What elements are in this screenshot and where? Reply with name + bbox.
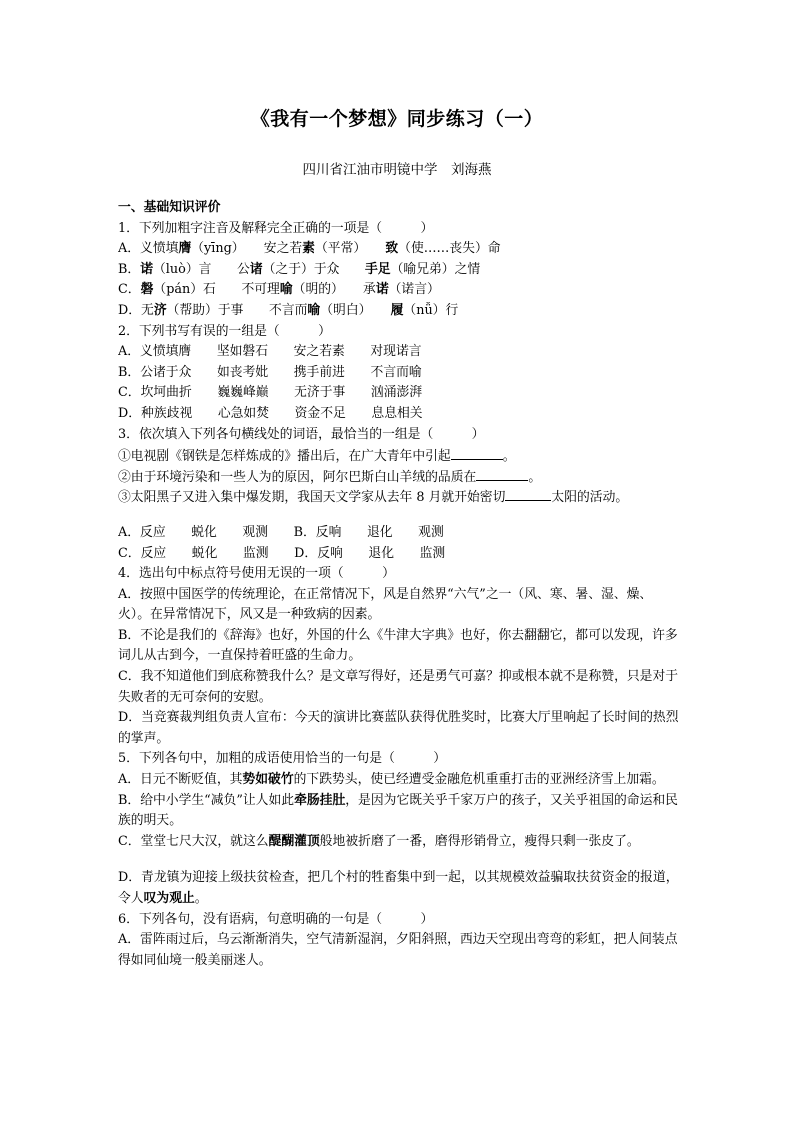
document-title: 《我有一个梦想》同步练习（一）	[250, 108, 544, 130]
question-1-option-c: C．磐（pán）石 不可理喻（明的） 承诺（诺言）	[118, 282, 440, 298]
document-body	[118, 198, 683, 971]
question-2-option-a: A．义愤填膺 坚如磐石 安之若素 对现诺言	[118, 344, 422, 360]
answer-blank	[505, 486, 551, 501]
question-4-stem: 4．选出句中标点符号使用无误的一项（ ）	[118, 566, 395, 582]
question-1-option-a: A．义愤填膺（yīng） 安之若素（平常） 致（使……丧失）命	[118, 241, 501, 257]
author-line: 四川省江油市明镜中学 刘海燕	[302, 162, 492, 178]
question-2-option-d: D．种族歧视 心急如焚 资金不足 息息相关	[118, 405, 423, 421]
question-5-option-b: B．给中小学生“减负”让人如此牵肠挂肚，是因为它既关乎千家万户的孩子，又关乎祖国的命运和民族的明天。	[118, 792, 678, 829]
question-4-option-d: D．当竞赛裁判组负责人宣布：今天的演讲比赛蓝队获得优胜奖时，比赛大厅里响起了长时间的热烈的掌声。	[118, 710, 679, 746]
question-2-option-b: B．公诸于众 如丧考妣 携手前进 不言而喻	[118, 364, 422, 380]
question-5-stem: 5．下列各句中，加粗的成语使用恰当的一句是（ ）	[118, 751, 447, 767]
question-4-option-a: A．按照中国医学的传统理论，在正常情况下，风是自然界“六气”之一（风、寒、暑、湿、燥、火）。在异常情况下，风又是一种致病的因素。	[118, 586, 653, 623]
question-6-stem: 6．下列各句，没有语病，句意明确的一句是（ ）	[118, 911, 434, 927]
question-3-options-cd: C．反应 蜕化 监测 D．反响 退化 监测	[118, 545, 446, 561]
question-1-option-d: D．无济（帮助）于事 不言而喻（明白） 履（nǚ）行	[118, 302, 459, 318]
question-6-option-a: A．雷阵雨过后，乌云渐渐消失，空气清新湿润，夕阳斜照，西边天空现出弯弯的彩虹，把人间装点得如同仙境一般美丽迷人。	[118, 932, 678, 968]
question-3-sentence-3: ③太阳黑子又进入集中爆发期，我国天文学家从去年 8 月就开始密切 太阳的活动。	[118, 486, 683, 507]
question-4-option-b: B．不论是我们的《辞海》也好，外国的什么《牛津大字典》也好，你去翻翻它，都可以发现，许多词儿从古到今，一直保持着旺盛的生命力。	[118, 627, 678, 664]
question-3-sentence-1: ①电视剧《钢铁是怎样炼成的》播出后，在广大青年中引起 。	[118, 445, 683, 466]
answer-blank	[451, 445, 503, 460]
question-2-stem: 2．下列书写有误的一组是（ ）	[118, 323, 331, 339]
question-5-option-a: A．日元不断贬值，其势如破竹的下跌势头，使已经遭受金融危机重重打击的亚洲经济雪上加霜。	[118, 772, 665, 788]
section-heading: 一、基础知识评价	[118, 200, 221, 215]
answer-blank	[476, 466, 528, 481]
question-2-option-c: C．坎坷曲折 巍巍峰巅 无济于事 汹涌澎湃	[118, 385, 423, 401]
question-3-stem: 3．依次填入下列各句横线处的词语，最恰当的一组是（ ）	[118, 426, 485, 442]
question-5-option-d: D．青龙镇为迎接上级扶贫检查，把几个村的牲畜集中到一起，以其规模效益骗取扶贫资金的报道，令人叹为观止。	[118, 870, 679, 906]
question-5-option-c: C．堂堂七尺大汉，就这么醍醐灌顶般地被折磨了一番，磨得形销骨立，瘦得只剩一张皮了。	[118, 833, 640, 849]
question-1-stem: 1．下列加粗字注音及解释完全正确的一项是（ ）	[118, 220, 434, 236]
question-3-sentence-2: ②由于环境污染和一些人为的原因，阿尔巴斯白山羊绒的品质在 。	[118, 466, 683, 487]
question-1-option-b: B．诺（luò）言 公诸（之于）于众 手足（喻兄弟）之情	[118, 261, 481, 277]
question-4-option-c: C．我不知道他们到底称赞我什么？是文章写得好，还是勇气可嘉？抑或根本就不是称赞，只是对于失败者的无可奈何的安慰。	[118, 669, 679, 705]
question-3-options-ab: A．反应 蜕化 观测 B．反响 退化 观测	[118, 524, 444, 540]
